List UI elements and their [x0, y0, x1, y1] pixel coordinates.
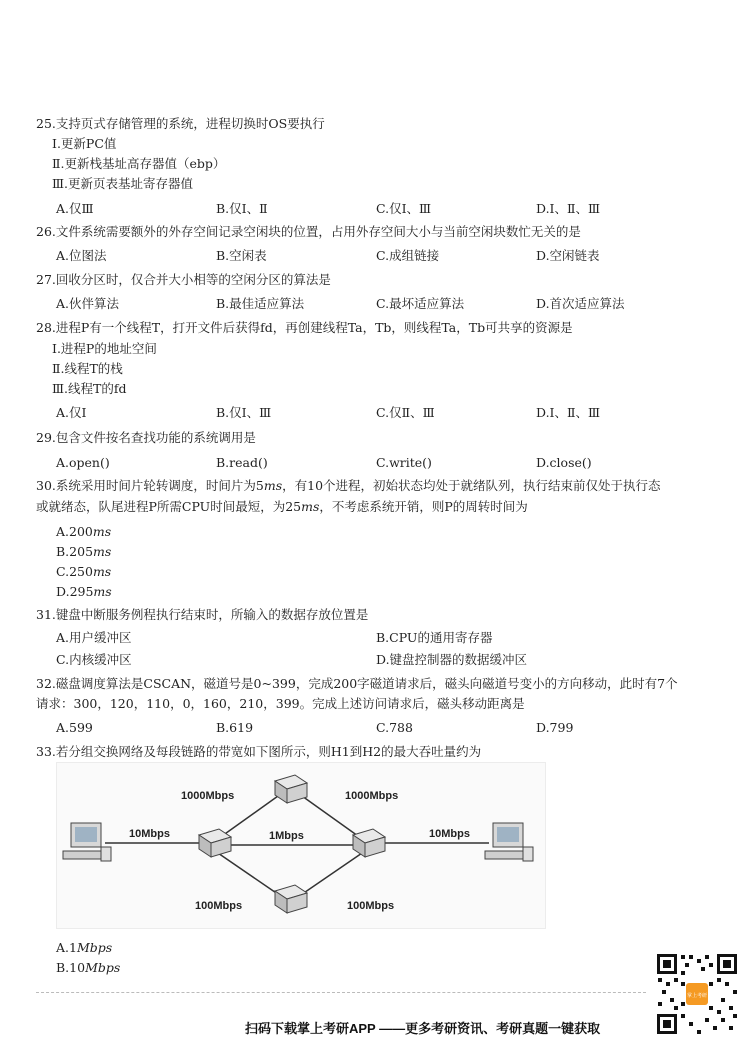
q25-option-d: D.Ⅰ、Ⅱ、Ⅲ — [536, 201, 601, 216]
router-bottom-icon — [275, 885, 307, 913]
q30-stem-line2: 或就绪态，队尾进程P所需CPU时间最短，为25ms，不考虑系统开销，则P的周转时间为 — [36, 499, 528, 514]
q30-option-d: D.295ms — [56, 584, 112, 599]
router-top-icon — [275, 775, 307, 803]
q32-stem-line1: 32.磁盘调度算法是CSCAN，磁道号是0~399，完成200字磁道请求后，磁头向磁道号变小的方向移动，此时有7个 — [36, 676, 678, 691]
q32-option-b: B.619 — [216, 720, 254, 735]
q25-item-3: Ⅲ.更新页表基址寄存器值 — [52, 176, 194, 191]
q33-option-a: A.1Mbps — [56, 940, 113, 955]
footer-promo-text: 扫码下载掌上考研APP ——更多考研资讯、考研真题一键获取 — [245, 1021, 601, 1036]
q25-stem: 25.支持页式存储管理的系统，进程切换时OS要执行 — [36, 116, 325, 131]
q28-item-2: Ⅱ.线程T的栈 — [52, 361, 123, 376]
router-right-icon — [353, 829, 385, 857]
q26-option-b: B.空闲表 — [216, 248, 267, 263]
footer-divider — [36, 992, 646, 993]
q31-stem: 31.键盘中断服务例程执行结束时，所输入的数据存放位置是 — [36, 607, 369, 622]
q29-option-d: D.close() — [536, 455, 592, 470]
q30-stem-line1: 30.系统采用时间片轮转调度，时间片为5ms，有10个进程，初始状态均处于就绪队列，执行结束前仅处于执行态 — [36, 478, 661, 493]
q32-option-d: D.799 — [536, 720, 574, 735]
q27-stem: 27.回收分区时，仅合并大小相等的空闲分区的算法是 — [36, 272, 331, 287]
host-h2-icon — [485, 823, 533, 861]
q31-option-d: D.键盘控制器的数据缓冲区 — [376, 652, 528, 667]
q27-option-b: B.最佳适应算法 — [216, 296, 305, 311]
q26-option-d: D.空闲链表 — [536, 248, 600, 263]
label-link-h1: 10Mbps — [129, 828, 170, 840]
q31-option-c: C.内核缓冲区 — [56, 652, 132, 667]
q29-stem: 29.包含文件按名查找功能的系统调用是 — [36, 430, 256, 445]
q28-option-c: C.仅Ⅱ、Ⅲ — [376, 405, 435, 420]
q32-option-c: C.788 — [376, 720, 413, 735]
qr-code-icon[interactable] — [655, 952, 739, 1036]
q30-option-c: C.250ms — [56, 564, 112, 579]
host-h1-icon — [63, 823, 111, 861]
q28-stem: 28.进程P有一个线程T，打开文件后获得fd，再创建线程Ta，Tb，则线程Ta，Tb可共享的资源是 — [36, 320, 573, 335]
q33-stem: 33.若分组交换网络及每段链路的带宽如下图所示，则H1到H2的最大吞吐量约为 — [36, 744, 482, 759]
q25-option-a: A.仅Ⅲ — [56, 201, 94, 216]
q30-option-a: A.200ms — [56, 524, 112, 539]
q29-option-b: B.read() — [216, 455, 268, 470]
label-link-middle: 1Mbps — [269, 830, 304, 842]
q27-option-a: A.伙伴算法 — [56, 296, 120, 311]
q31-option-b: B.CPU的通用寄存器 — [376, 630, 493, 645]
label-link-h2: 10Mbps — [429, 828, 470, 840]
q32-stem-line2: 请求：300，120，110，0，160，210，399。完成上述访问请求后，磁头移动距离是 — [36, 696, 525, 711]
router-left-icon — [199, 829, 231, 857]
label-link-top-right: 1000Mbps — [345, 790, 399, 802]
q32-option-a: A.599 — [56, 720, 93, 735]
q27-option-d: D.首次适应算法 — [536, 296, 625, 311]
q25-option-c: C.仅Ⅰ、Ⅲ — [376, 201, 432, 216]
q28-item-1: Ⅰ.进程P的地址空间 — [52, 341, 157, 356]
q33-option-b: B.10Mbps — [56, 960, 121, 975]
network-diagram — [56, 762, 546, 929]
label-link-top-left: 1000Mbps — [181, 790, 235, 802]
label-link-bottom-right: 100Mbps — [347, 900, 395, 912]
q29-option-c: C.write() — [376, 455, 432, 470]
q27-option-c: C.最坏适应算法 — [376, 296, 465, 311]
q30-option-b: B.205ms — [56, 544, 112, 559]
q26-option-a: A.位图法 — [56, 248, 107, 263]
q25-item-1: Ⅰ.更新PC值 — [52, 136, 117, 151]
q28-option-a: A.仅Ⅰ — [56, 405, 87, 420]
q28-option-d: D.Ⅰ、Ⅱ、Ⅲ — [536, 405, 601, 420]
q26-option-c: C.成组链接 — [376, 248, 440, 263]
q28-item-3: Ⅲ.线程T的fd — [52, 381, 127, 396]
q31-option-a: A.用户缓冲区 — [56, 630, 132, 645]
q25-option-b: B.仅Ⅰ、Ⅱ — [216, 201, 268, 216]
q25-item-2: Ⅱ.更新栈基址高存器值（ebp） — [52, 156, 226, 171]
qr-center-logo-text: 掌上考研 — [686, 993, 708, 999]
label-link-bottom-left: 100Mbps — [195, 900, 243, 912]
q29-option-a: A.open() — [56, 455, 110, 470]
q28-option-b: B.仅Ⅰ、Ⅲ — [216, 405, 272, 420]
q26-stem: 26.文件系统需要额外的外存空间记录空闲块的位置，占用外存空间大小与当前空闲块数忙无关的是 — [36, 224, 581, 239]
